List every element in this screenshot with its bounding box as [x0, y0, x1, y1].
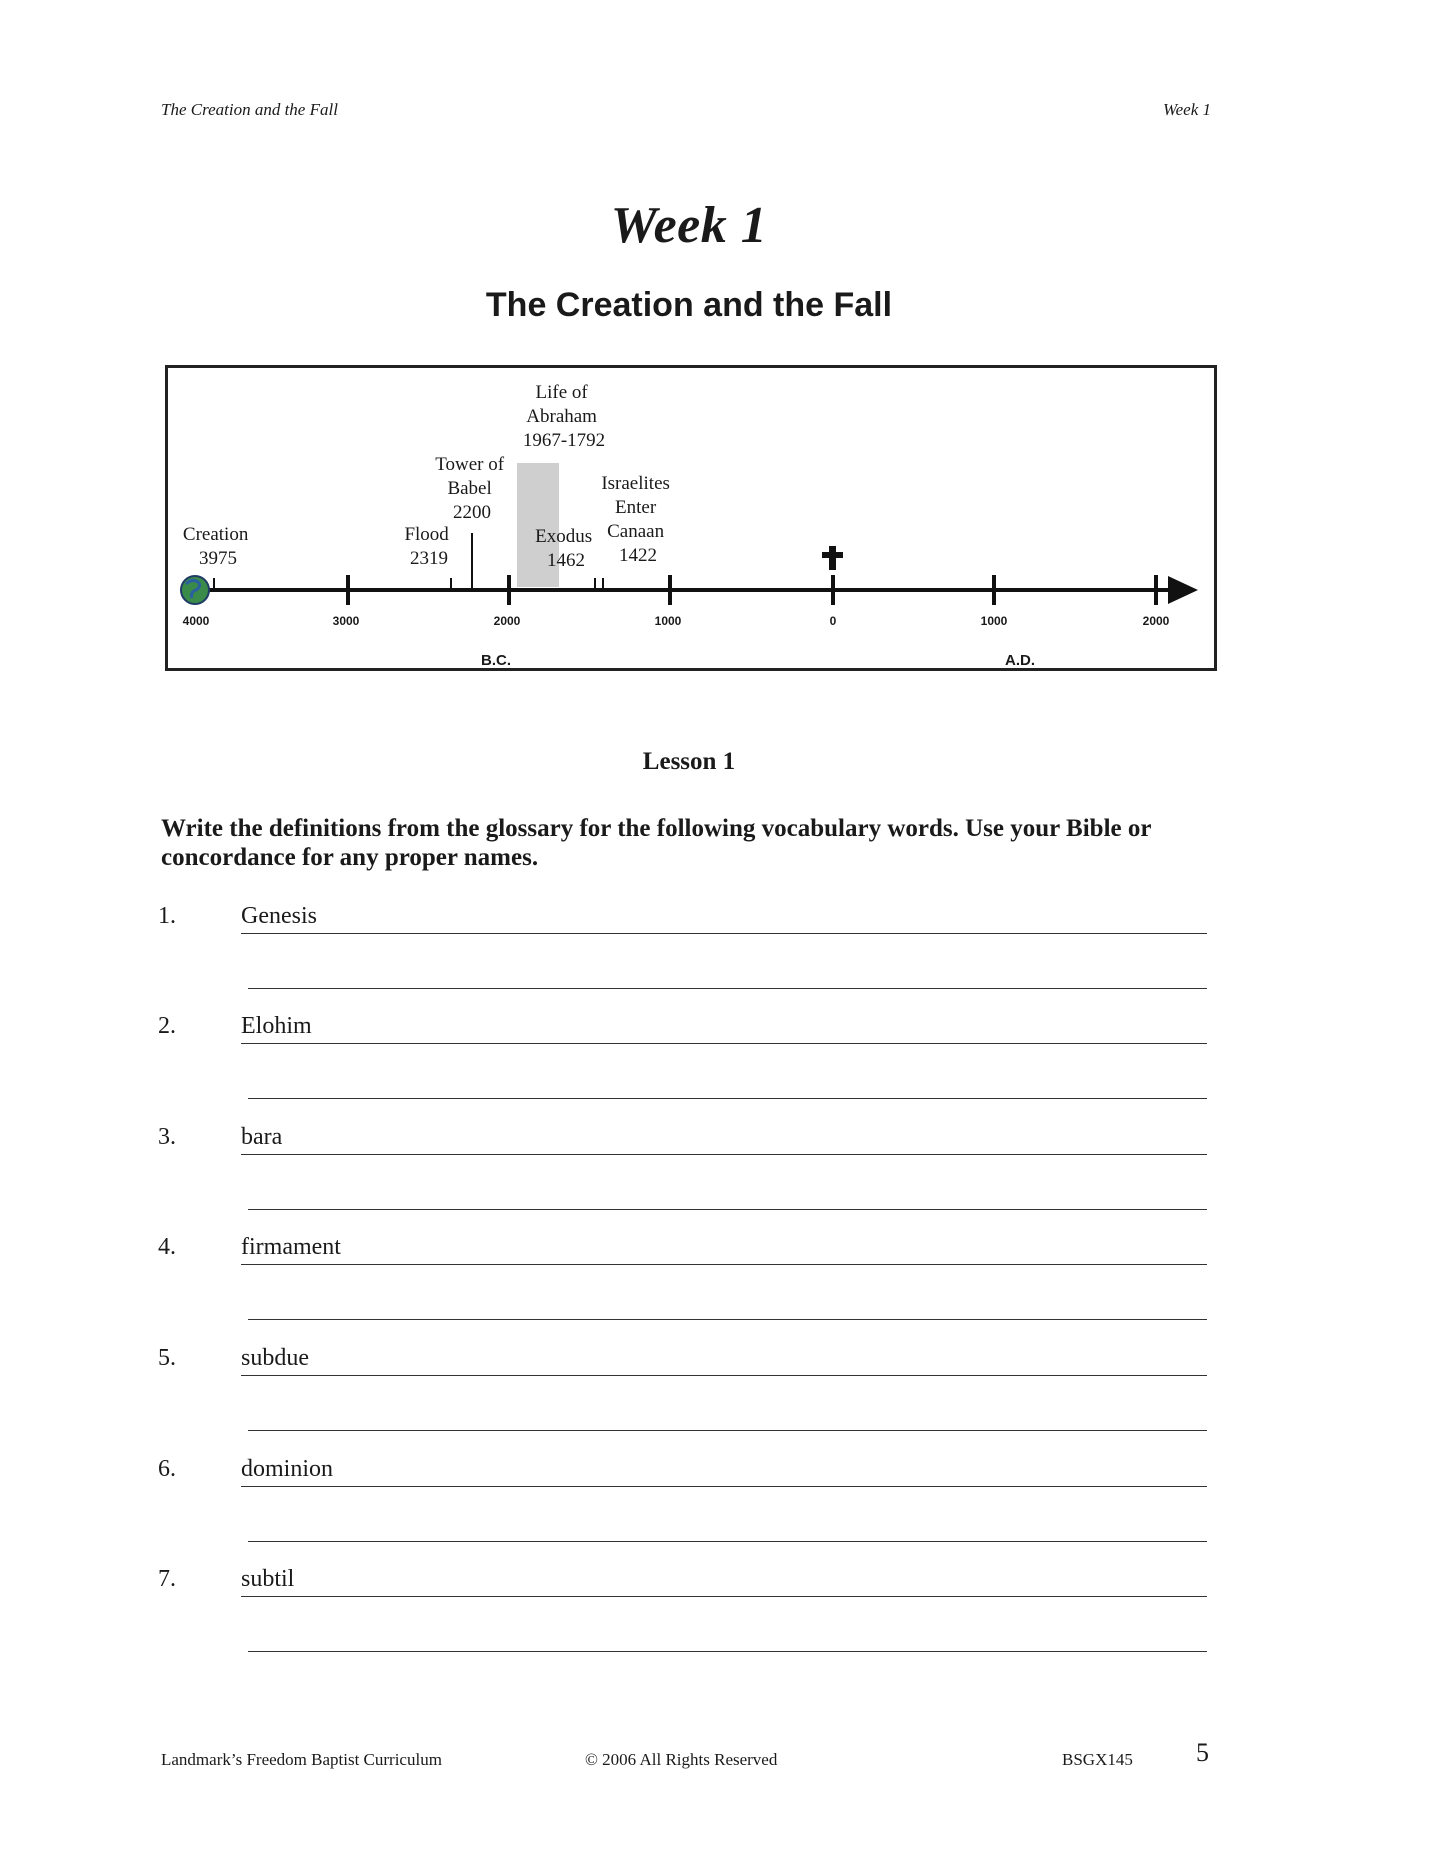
answer-line[interactable]: [248, 1098, 1207, 1099]
page-number: 5: [1196, 1738, 1209, 1767]
answer-line[interactable]: [241, 1154, 1207, 1155]
answer-line[interactable]: [248, 1209, 1207, 1210]
vocab-word: bara: [241, 1124, 294, 1151]
vocab-number: 7.: [158, 1566, 176, 1592]
vocab-number: 4.: [158, 1234, 176, 1260]
vocab-number: 1.: [158, 903, 176, 929]
lesson-heading: Lesson 1: [642, 748, 736, 775]
answer-line[interactable]: [241, 933, 1207, 934]
event-flood-label: Flood 2319: [404, 524, 449, 569]
answer-line[interactable]: [241, 1486, 1207, 1487]
vocab-number: 3.: [158, 1124, 176, 1150]
tick-label: 3000: [332, 614, 360, 628]
answer-line[interactable]: [248, 1430, 1207, 1431]
tick-label: 2000: [1142, 614, 1170, 628]
vocab-word: Elohim: [241, 1013, 316, 1040]
cross-icon: [822, 546, 843, 570]
running-header-title: The Creation and the Fall: [161, 100, 338, 119]
tick-label: 0: [829, 614, 837, 628]
footer-code: BSGX145: [1062, 1750, 1133, 1769]
event-israelites-enter-canaan-label: Israelites Enter Canaan 1422: [601, 473, 670, 566]
vocab-number: 5.: [158, 1345, 176, 1371]
answer-line[interactable]: [248, 1541, 1207, 1542]
tick-label: 4000: [182, 614, 210, 628]
answer-line[interactable]: [241, 1375, 1207, 1376]
event-tower-of-babel-label: Tower of Babel 2200: [435, 454, 505, 523]
answer-line[interactable]: [248, 988, 1207, 989]
vocab-word: subtil: [241, 1566, 308, 1593]
vocab-word: subdue: [241, 1345, 313, 1372]
running-header-week: Week 1: [1163, 100, 1211, 119]
timeline-arrow-icon: [1168, 576, 1198, 604]
event-life-of-abraham-label: Life of Abraham 1967-1792: [522, 382, 606, 451]
answer-line[interactable]: [241, 1264, 1207, 1265]
footer-copyright: © 2006 All Rights Reserved: [585, 1750, 778, 1769]
answer-line[interactable]: [248, 1651, 1207, 1652]
timeline: [165, 365, 1217, 671]
tick-label: 1000: [654, 614, 682, 628]
vocab-word: dominion: [241, 1456, 337, 1483]
vocab-number: 2.: [158, 1013, 176, 1039]
vocab-word: Genesis: [241, 903, 321, 930]
footer-publisher: Landmark’s Freedom Baptist Curriculum: [161, 1750, 442, 1769]
answer-line[interactable]: [248, 1319, 1207, 1320]
answer-line[interactable]: [241, 1596, 1207, 1597]
event-creation-label: Creation 3975: [182, 524, 249, 569]
answer-line[interactable]: [241, 1043, 1207, 1044]
instructions: Write the definitions from the glossary for the following vocabulary words. Use your Bible or concordance for any proper names.: [161, 815, 1152, 871]
tick-label: 1000: [980, 614, 1008, 628]
era-ad-label: A.D.: [1005, 652, 1035, 668]
event-exodus-label: Exodus 1462: [535, 526, 593, 571]
timeline-graphic: [168, 368, 1214, 668]
vocab-number: 6.: [158, 1456, 176, 1482]
vocab-word: firmament: [241, 1234, 345, 1261]
page-title: Week 1: [610, 197, 768, 254]
page-subtitle: The Creation and the Fall: [485, 286, 893, 324]
era-bc-label: B.C.: [481, 652, 511, 668]
tick-label: 2000: [493, 614, 521, 628]
